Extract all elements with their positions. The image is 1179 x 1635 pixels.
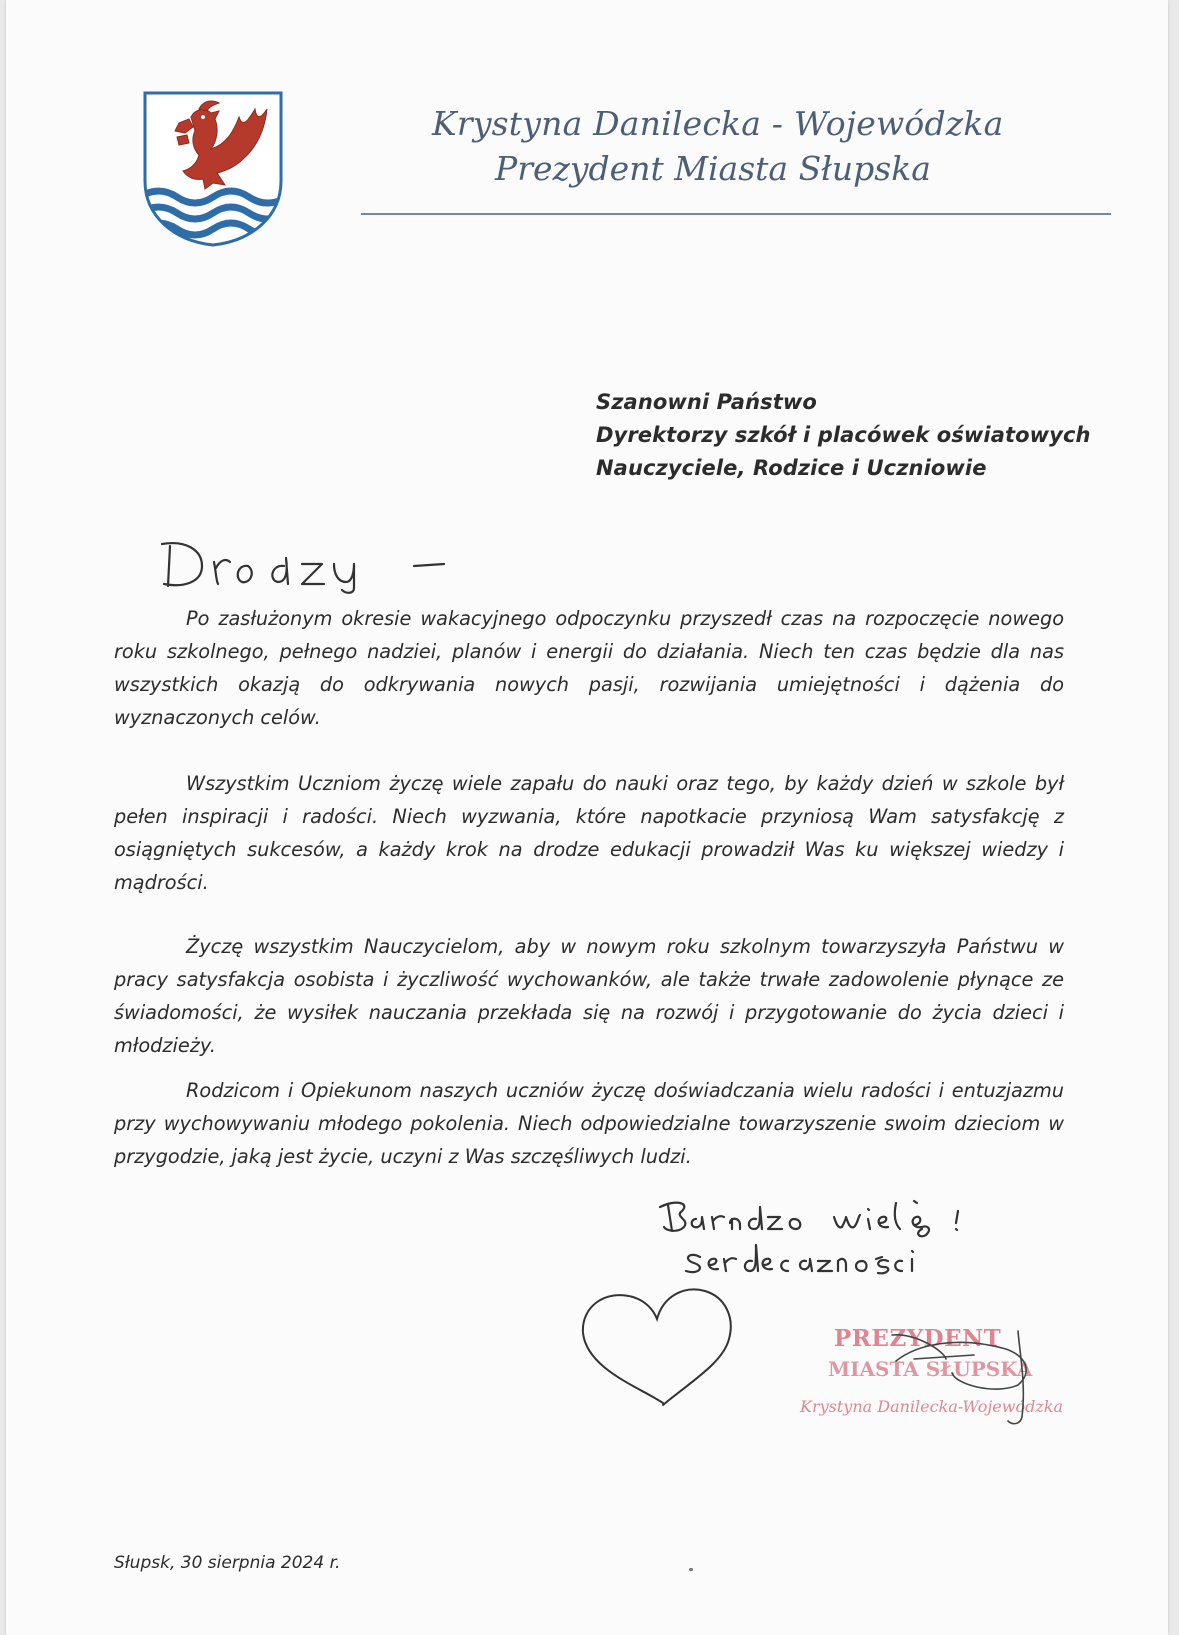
paragraph: Po zasłużonym okresie wakacyjnego odpoczynku przyszedł czas na rozpoczęcie nowego roku szkolnego, pełnego nadziei, planów i energii do działania. Niech ten czas będzie dla nas wszystkich okazją do odkrywania nowych pasji, rozwijania umiejętności i dążenia do wyznaczonych celów. <box>114 607 1064 729</box>
letter-page <box>6 0 1168 1635</box>
paragraph: Wszystkim Uczniom życzę wiele zapału do nauki oraz tego, by każdy dzień w szkole był pełen inspiracji i radości. Niech wyzwania, które napotkacie przyniosą Wam satysfakcję z osiągniętych sukcesów, a każdy krok na drodze edukacji prowadził Was ku większej wiedzy i mądrości. <box>114 772 1064 894</box>
addressee-line: Nauczyciele, Rodzice i Uczniowie <box>596 456 987 480</box>
ink-dot <box>689 1568 693 1571</box>
paragraph: Rodzicom i Opiekunom naszych uczniów życzę doświadczania wielu radości i entuzjazmu przy wychowywaniu młodego pokolenia. Niech odpowiedzialne towarzyszenie swoim dzieciom w przygodzie, jaką jest życie, uczyni z Was szczęśliwych ludzi. <box>114 1079 1064 1168</box>
stamp-title: PREZYDENT <box>834 1325 1002 1352</box>
heart-drawing-icon <box>579 1283 737 1408</box>
header-name: Krystyna Danilecka - Wojewódzka <box>432 104 1004 143</box>
stamp-name: Krystyna Danilecka-Wojewódzka <box>800 1397 1064 1416</box>
handwritten-closing <box>656 1193 1026 1281</box>
handwritten-salutation <box>156 538 466 594</box>
coat-of-arms-icon <box>139 89 287 247</box>
official-stamp <box>796 1325 1064 1435</box>
addressee-block <box>596 386 1091 485</box>
place-and-date: Słupsk, 30 sierpnia 2024 r. <box>114 1553 341 1573</box>
addressee-line: Dyrektorzy szkół i placówek oświatowych <box>596 423 1091 447</box>
stamp-city: MIASTA SŁUPSKA <box>828 1357 1033 1381</box>
header-role: Prezydent Miasta Słupska <box>495 149 931 188</box>
addressee-line: Szanowni Państwo <box>596 390 817 414</box>
signature-icon <box>796 1325 1064 1435</box>
header-divider <box>361 213 1111 215</box>
paragraph: Życzę wszystkim Nauczycielom, aby w nowym roku szkolnym towarzyszyła Państwu w pracy satysfakcja osobista i życzliwość wychowanków, ale także trwałe zadowolenie płynące ze świadomości, że wysiłek nauczania przekłada się na rozwój i przygotowanie do życia dzieci i młodzieży. <box>114 935 1064 1057</box>
